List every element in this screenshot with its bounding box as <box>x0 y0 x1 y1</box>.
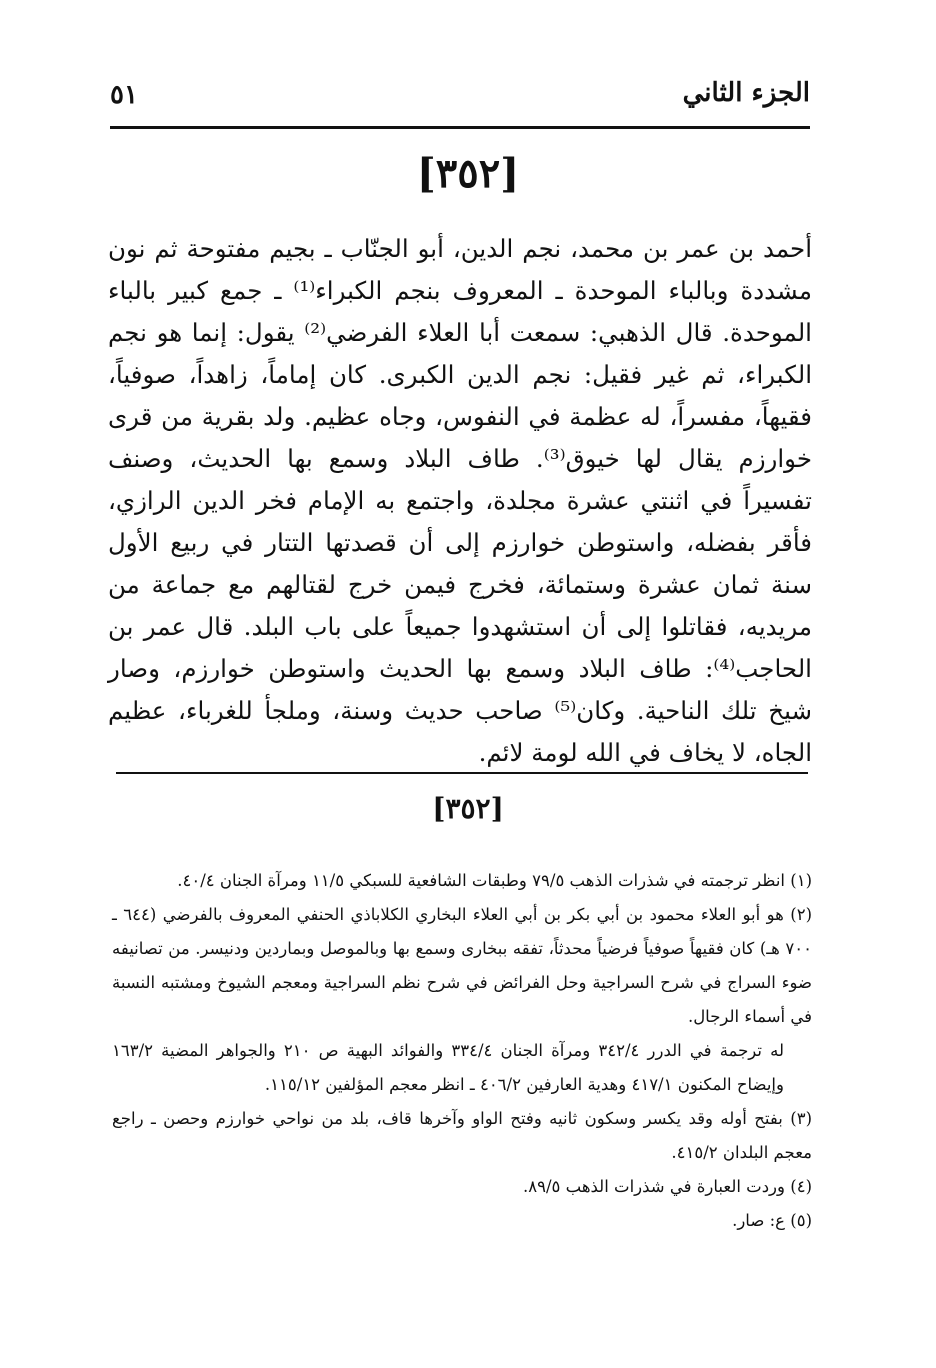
footnote-entry-number: [٣٥٢] <box>432 792 504 825</box>
footnote-2: (٢) هو أبو العلاء محمود بن أبي بكر بن أبي العلاء البخاري الكلاباذي الحنفي المعروف بالفرضي (٦٤٤ ـ ٧٠٠ هـ) كان فقيهاً صوفياً فرضياً محدثاً، تفقه ببخارى وسمع بها وبالموصل وبماردين ودنيسر. من تصانيفه ضوء السراج في شرح السراجية وحل الفرائض في شرح نظم السراجية ومعجم الشيوخ ومشتبه النسبة في أسماء الرجال. <box>112 905 812 1026</box>
footnote-2-references: له ترجمة في الدرر ٣٤٢/٤ ومرآة الجنان ٣٣٤/٤ والفوائد البهية ص ٢١٠ والجواهر المضية ١٦٣/٢ وإيضاح المكنون ٤١٧/١ وهدية العارفين ٤٠٦/٢ ـ انظر معجم المؤلفين ١١٥/١٢. <box>112 1041 784 1094</box>
entry-text: أحمد بن عمر بن محمد، نجم الدين، أبو الجنّاب ـ بجيم مفتوحة ثم نون مشددة وبالباء الموحدة ـ المعروف بنجم الكبراء⁽¹⁾ ـ جمع كبير بالباء الموحدة. قال الذهبي: سمعت أبا العلاء الفرضي⁽²⁾ يقول: إنما هو نجم الكبراء، ثم غير فقيل: نجم الدين الكبرى. كان إماماً، زاهداً، صوفياً، فقيهاً، مفسراً، له عظمة في النفوس، وجاه عظيم. ولد بقرية من قرى خوارزم يقال لها خيوق⁽³⁾. طاف البلاد وسمع بها الحديث، وصنف تفسيراً في اثنتي عشرة مجلدة، واجتمع به الإمام فخر الدين الرازي، فأقر بفضله، واستوطن خوارزم إلى أن قصدتها التتار في ربيع الأول سنة ثمان عشرة وستمائة، فخرج فيمن خرج لقتالهم مع جماعة من مريديه، فقاتلوا إلى أن استشهدوا جميعاً على باب البلد. قال عمر بن الحاجب⁽⁴⁾: طاف البلاد وسمع بها الحديث واستوطن خوارزم، وصار شيخ تلك الناحية. وكان⁽⁵⁾ صاحب حديث وسنة، وملجأ للغرباء، عظيم الجاه، لا يخاف في الله لومة لائم. <box>108 234 812 767</box>
page-number: ٥١ <box>110 80 138 110</box>
running-head <box>110 78 810 118</box>
footnote-5: (٥) ع: صار. <box>732 1211 812 1230</box>
footnotes <box>112 864 812 1238</box>
footnote-1: (١) انظر ترجمته في شذرات الذهب ٧٩/٥ وطبقات الشافعية للسبكي ١١/٥ ومرآة الجنان ٤٠/٤. <box>177 871 812 890</box>
entry-number: [٣٥٢] <box>416 150 520 197</box>
footnote-divider <box>116 772 808 774</box>
footnote-4: (٤) وردت العبارة في شذرات الذهب ٨٩/٥. <box>522 1177 812 1196</box>
footnote-3: (٣) بفتح أوله وقد يكسر وسكون ثانيه وفتح الواو وآخرها قاف، بلد من نواحي خوارزم وحصن ـ راجع معجم البلدان ٤١٥/٢. <box>112 1109 812 1162</box>
volume-title: الجزء الثاني <box>682 78 810 108</box>
header-divider <box>110 126 810 129</box>
